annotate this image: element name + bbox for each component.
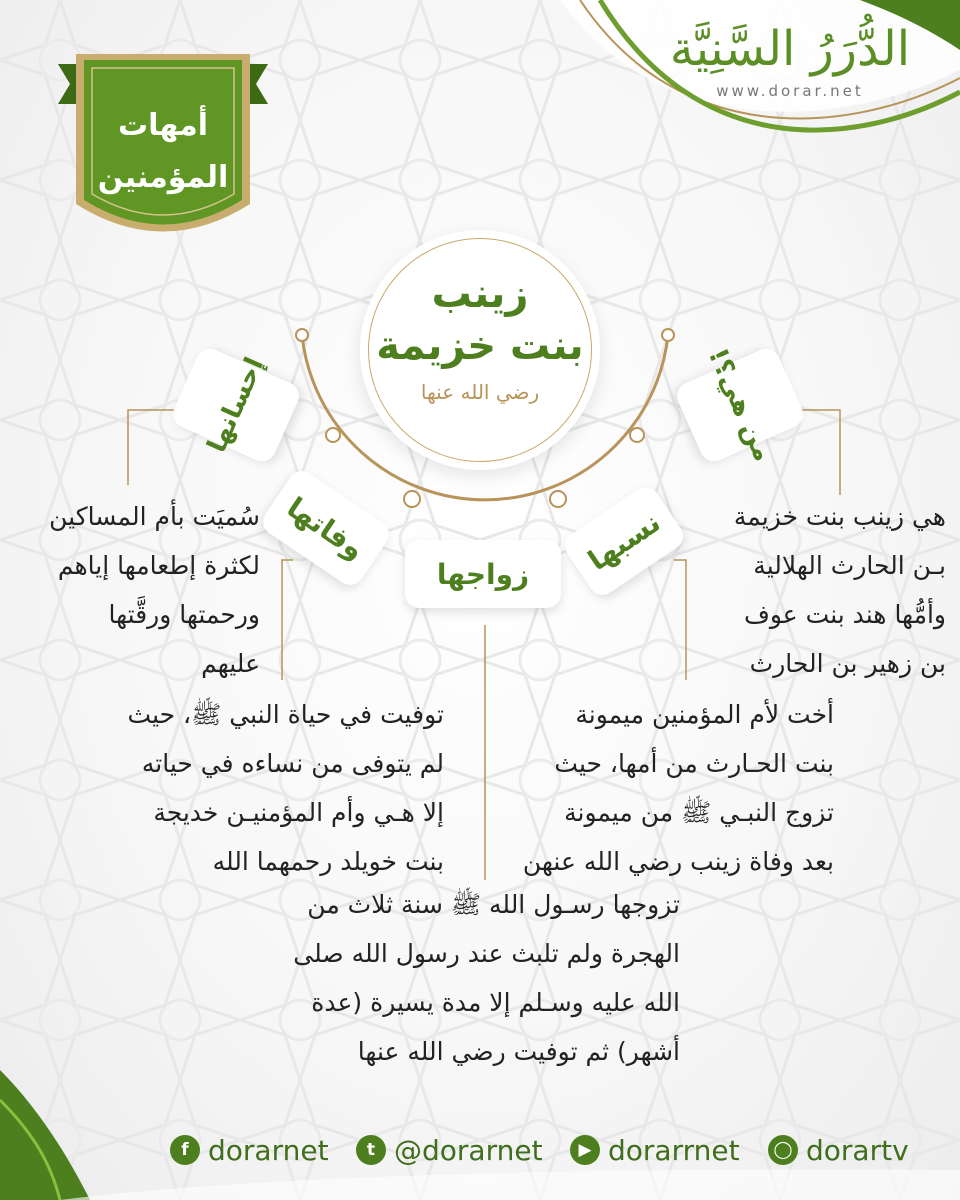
logo-title: الدُّرَرُ السَّنِيَّة bbox=[669, 21, 911, 77]
facebook-link[interactable] bbox=[170, 1130, 329, 1170]
label-marriage: زواجها bbox=[436, 557, 530, 591]
text-line: تزوجها رسـول الله ﷺ سنة ثلاث من bbox=[307, 890, 680, 919]
text-line: أشهر) ثم توفيت رضي الله عنها bbox=[357, 1037, 680, 1066]
label-death: وفاتها bbox=[281, 490, 371, 566]
label-lineage: نسبها bbox=[581, 505, 667, 577]
text-line: لم يتوفى من نساءه في حياته bbox=[141, 749, 444, 778]
center-name-line1: زينب bbox=[431, 271, 529, 317]
facebook-icon: f bbox=[170, 1135, 200, 1165]
youtube-link[interactable] bbox=[570, 1130, 740, 1170]
text-line: بعد وفاة زينب رضي الله عنهن bbox=[522, 847, 834, 876]
footer-swoosh bbox=[0, 1040, 960, 1200]
center-name-line2: بنت خزيمة bbox=[376, 323, 584, 369]
paragraph-lineage bbox=[500, 690, 834, 886]
center-honorific: رضي الله عنها bbox=[420, 380, 540, 404]
ribbon-line2: المؤمنين bbox=[97, 160, 229, 195]
text-line: إلا هـي وأم المؤمنيـن خديجة bbox=[153, 798, 444, 827]
youtube-icon: ▶ bbox=[570, 1135, 600, 1165]
twitter-icon: t bbox=[356, 1135, 386, 1165]
center-circle bbox=[360, 230, 600, 470]
ribbon-line1: أمهات bbox=[117, 108, 209, 143]
text-line: بـن الحارث الهلالية bbox=[753, 551, 946, 580]
paragraph-death bbox=[110, 690, 444, 886]
logo-url: www.dorar.net bbox=[716, 82, 864, 100]
text-line: الله عليه وسـلم إلا مدة يسيرة (عدة bbox=[311, 988, 680, 1017]
label-who: من هي؟! bbox=[701, 344, 779, 466]
instagram-icon: ◯ bbox=[768, 1135, 798, 1165]
text-line: أخت لأم المؤمنين ميمونة bbox=[575, 700, 834, 729]
text-line: توفيت في حياة النبي ﷺ، حيث bbox=[127, 700, 444, 729]
text-line: لكثرة إطعامها إياهم bbox=[57, 551, 260, 580]
youtube-handle: dorarrnet bbox=[608, 1133, 740, 1167]
text-line: بنت خويلد رحمهما الله bbox=[212, 847, 444, 876]
twitter-handle: @dorarnet bbox=[394, 1133, 543, 1167]
text-line: ورحمتها ورقَّتها bbox=[108, 600, 260, 629]
instagram-handle: dorartv bbox=[806, 1133, 909, 1167]
text-line: هي زينب بنت خزيمة bbox=[733, 502, 946, 531]
text-line: تزوج النبـي ﷺ من ميمونة bbox=[564, 798, 834, 827]
label-charity: إحسانها bbox=[201, 352, 271, 458]
label-card-marriage bbox=[405, 540, 561, 608]
text-line: سُميَت بأم المساكين bbox=[49, 502, 260, 531]
text-line: بنت الحـارث من أمها، حيث bbox=[554, 749, 834, 778]
text-line: بن زهير بن الحارث bbox=[749, 649, 946, 678]
text-line: وأمُّها هند بنت عوف bbox=[743, 600, 946, 629]
instagram-link[interactable] bbox=[768, 1130, 909, 1170]
paragraph-who bbox=[690, 492, 946, 688]
twitter-link[interactable] bbox=[356, 1130, 543, 1170]
text-line: الهجرة ولم تلبث عند رسول الله صلى bbox=[293, 939, 680, 968]
text-line: عليهم bbox=[201, 649, 260, 678]
paragraph-charity bbox=[20, 492, 260, 688]
facebook-handle: dorarnet bbox=[208, 1133, 329, 1167]
